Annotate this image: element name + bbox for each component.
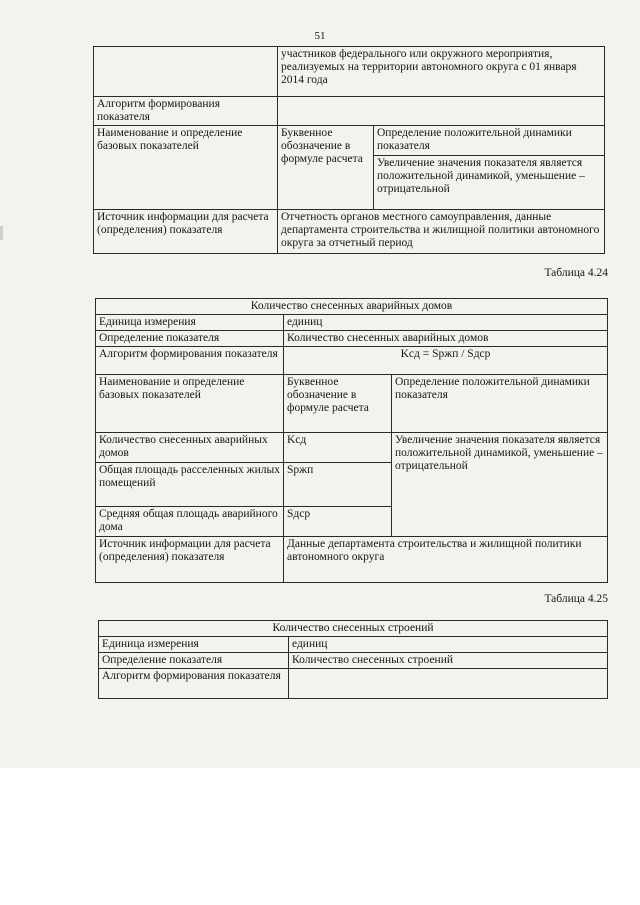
definition-value: Количество снесенных строений: [289, 653, 608, 669]
unit-label: Единица измерения: [99, 637, 289, 653]
algorithm-value: [278, 97, 605, 126]
positive-dynamics-label: Определение положительной динамики показателя: [392, 375, 608, 433]
continued-text: участников федерального или окружного мероприятия, реализуемых на территории автономного округа с 01 января 2014 года: [278, 47, 605, 97]
source-text: Данные департамента строительства и жилищной политики автономного округа: [284, 537, 608, 583]
table-row-symbol: Kсд: [284, 433, 392, 463]
table-row-name: Общая площадь расселенных жилых помещений: [96, 463, 284, 507]
table-4-24: [95, 298, 608, 583]
letter-label: Буквенное обозначение в формуле расчета: [284, 375, 392, 433]
definition-label: Определение показателя: [96, 331, 284, 347]
positive-dynamics-text: Увеличение значения показателя является положительной динамикой, уменьшение – отрицательной: [374, 156, 605, 210]
definition-value: Количество снесенных аварийных домов: [284, 331, 608, 347]
table-4-25: [98, 620, 608, 699]
unit-label: Единица измерения: [96, 315, 284, 331]
table-title: Количество снесенных строений: [99, 621, 608, 637]
source-label: Источник информации для расчета (определения) показателя: [96, 537, 284, 583]
definition-label: Определение показателя: [99, 653, 289, 669]
table-cell: [94, 47, 278, 97]
table-caption-4-24: Таблица 4.24: [544, 267, 608, 279]
positive-dynamics-text: Увеличение значения показателя является положительной динамикой, уменьшение – отрицательной: [392, 433, 608, 537]
source-label: Источник информации для расчета (определения) показателя: [94, 210, 278, 254]
positive-dynamics-label: Определение положительной динамики показателя: [374, 126, 605, 156]
table-row-name: Количество снесенных аварийных домов: [96, 433, 284, 463]
algorithm-value: [289, 669, 608, 699]
table-continuation: [93, 46, 605, 254]
letter-label: Буквенное обозначение в формуле расчета: [278, 126, 374, 210]
formula: Kсд = Sржп / Sдср: [284, 347, 608, 375]
base-names-label: Наименование и определение базовых показателей: [96, 375, 284, 433]
page-number: 51: [314, 30, 326, 42]
algorithm-label: Алгоритм формирования показателя: [99, 669, 289, 699]
table-row-symbol: Sржп: [284, 463, 392, 507]
table-row-name: Средняя общая площадь аварийного дома: [96, 507, 284, 537]
table-row-symbol: Sдср: [284, 507, 392, 537]
source-text: Отчетность органов местного самоуправления, данные департамента строительства и жилищной политики автономного округа за отчетный период: [278, 210, 605, 254]
unit-value: единиц: [289, 637, 608, 653]
algorithm-label: Алгоритм формирования показателя: [94, 97, 278, 126]
table-caption-4-25: Таблица 4.25: [544, 593, 608, 605]
base-names-label: Наименование и определение базовых показателей: [94, 126, 278, 210]
unit-value: единиц: [284, 315, 608, 331]
table-title: Количество снесенных аварийных домов: [96, 299, 608, 315]
scan-mark: [0, 226, 3, 240]
algorithm-label: Алгоритм формирования показателя: [96, 347, 284, 375]
